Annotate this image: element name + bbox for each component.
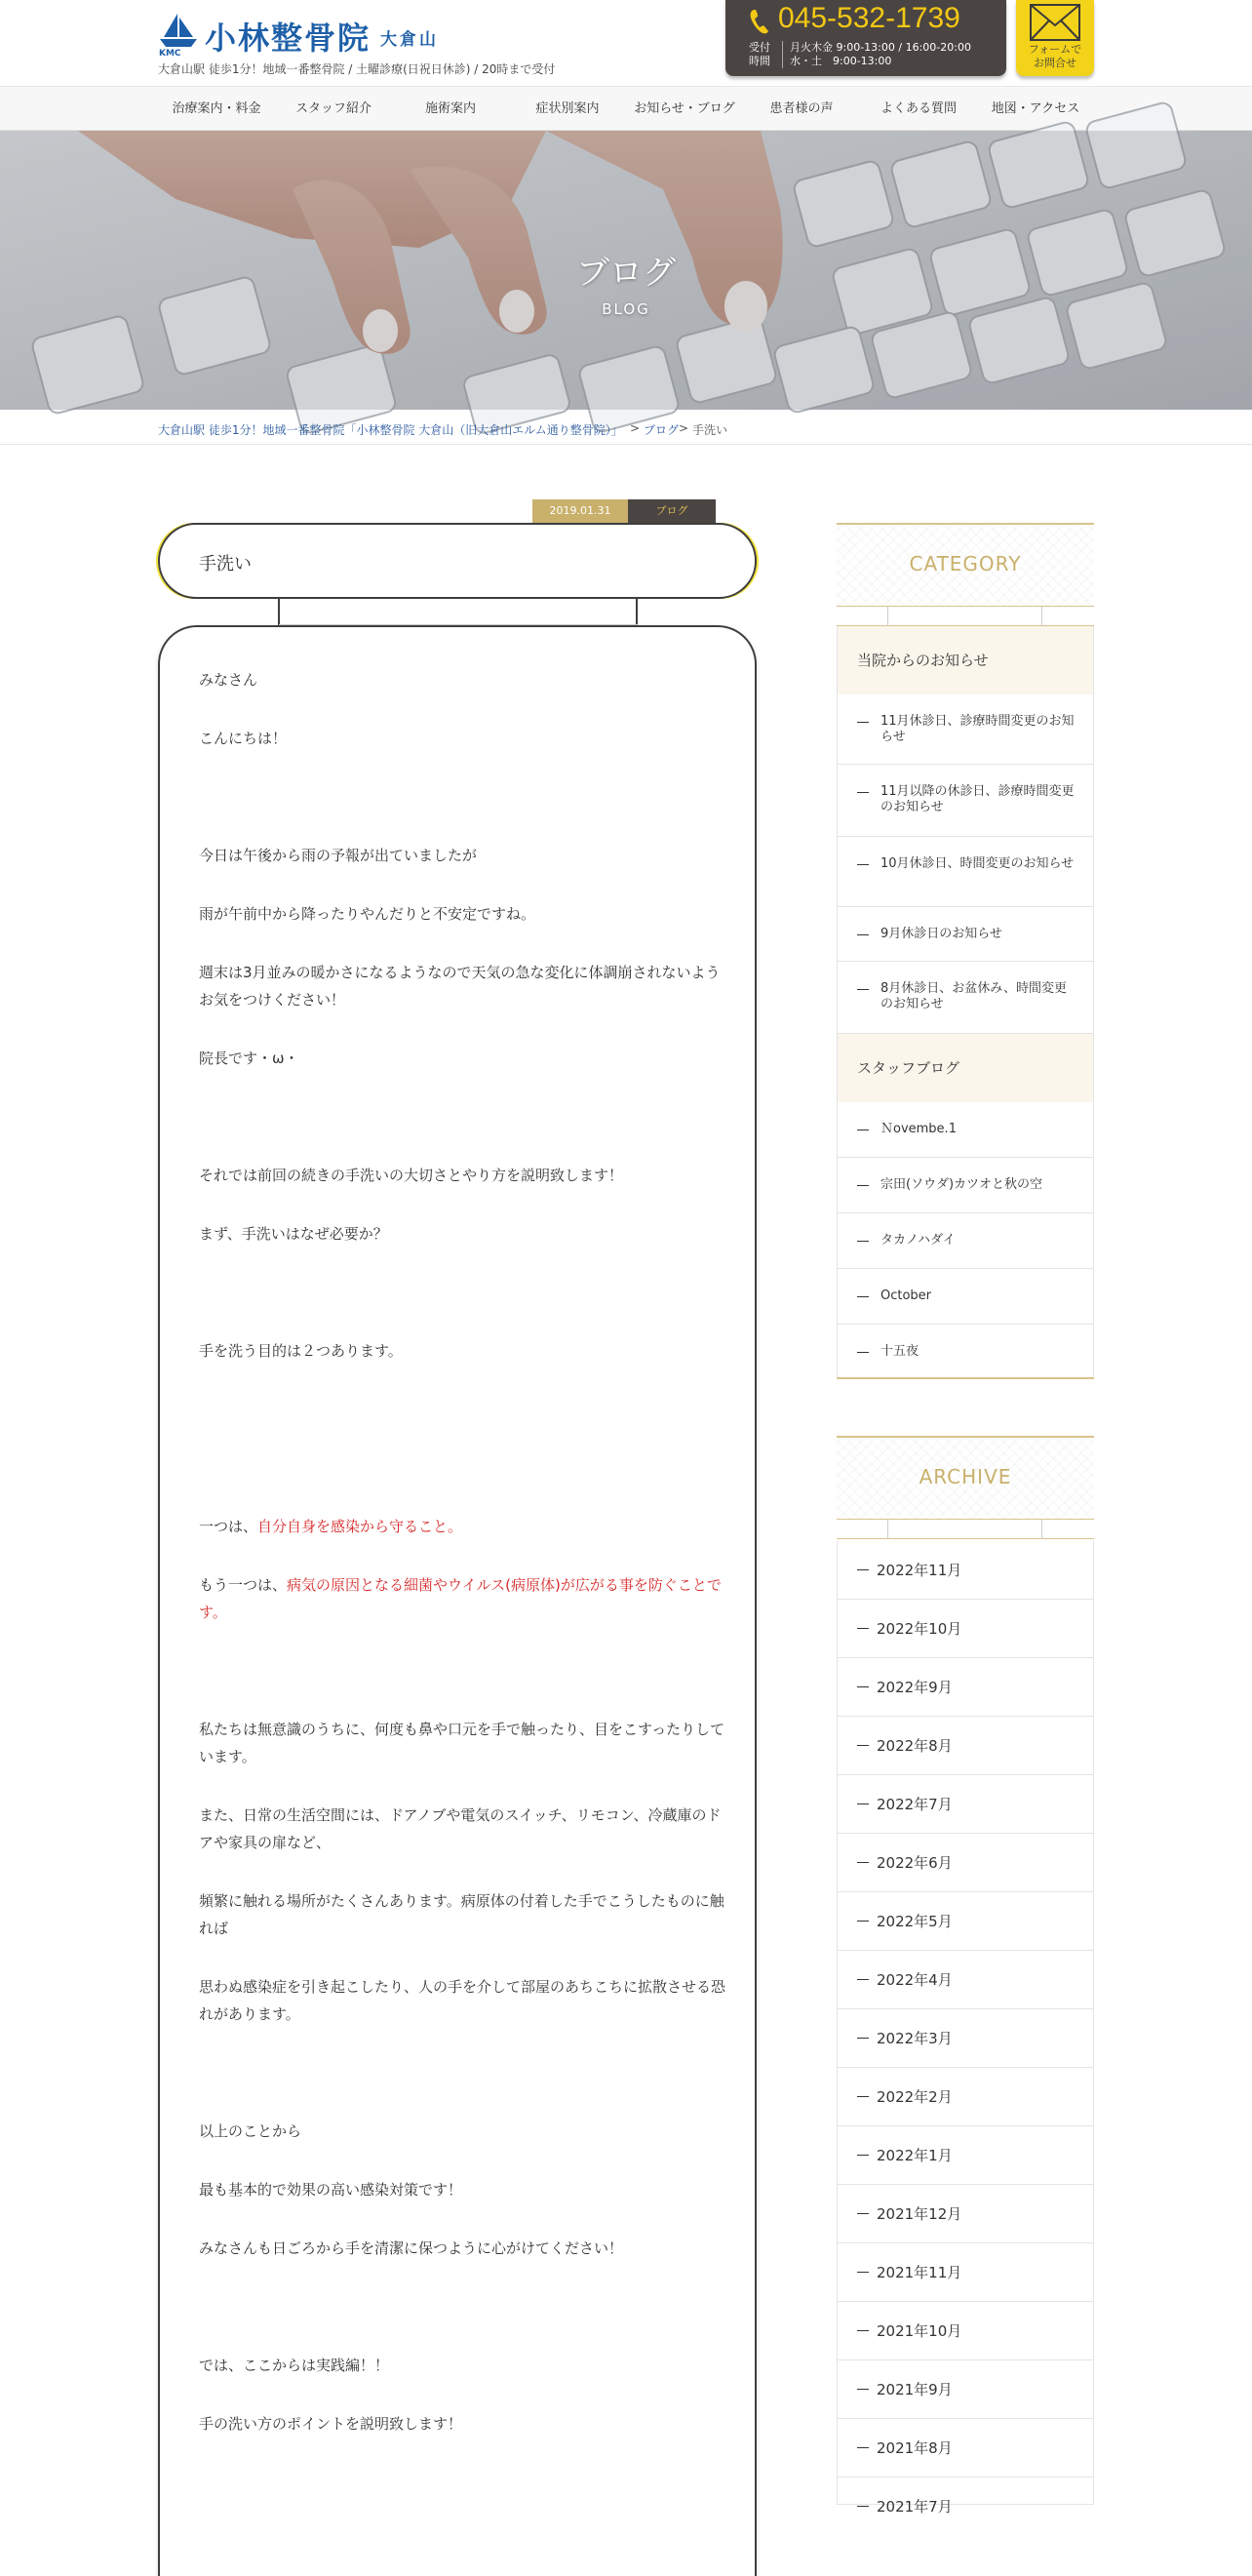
tick-mark bbox=[1041, 607, 1042, 626]
form-label-line-1: フォームで bbox=[1028, 43, 1082, 56]
dash-icon bbox=[857, 1129, 869, 1130]
breadcrumb-current: 手洗い bbox=[692, 423, 728, 437]
business-hours bbox=[790, 41, 971, 68]
post-paragraph: 以上のことから bbox=[199, 2122, 302, 2140]
post-paragraph: 雨が午前中から降ったりやんだりと不安定ですね。 bbox=[199, 905, 536, 923]
header-tagline: 大倉山駅 徒歩1分！地域一番整骨院 / 土曜診療(日祝日休診) / 20時まで受付 bbox=[158, 62, 556, 76]
category-post-link[interactable] bbox=[838, 907, 1093, 962]
category-post-link[interactable] bbox=[838, 765, 1093, 837]
post-title: 手洗い bbox=[199, 554, 252, 575]
archive-label: 2022年4月 bbox=[877, 1971, 953, 1989]
archive-label: 2022年1月 bbox=[877, 2147, 953, 2164]
dash-icon bbox=[857, 1921, 869, 1922]
category-post-link[interactable] bbox=[838, 694, 1093, 765]
category-post-label: 11月休診日、診療時間変更のお知らせ bbox=[880, 714, 1075, 744]
archive-label: 2022年2月 bbox=[877, 2088, 953, 2106]
category-post-link[interactable] bbox=[838, 1269, 1093, 1325]
purpose-one-highlight: 自分自身を感染から守ること。 bbox=[257, 1518, 463, 1535]
post-category-badge[interactable]: ブログ bbox=[628, 499, 716, 523]
archive-link[interactable] bbox=[837, 1541, 1094, 1600]
dash-icon bbox=[857, 1569, 869, 1570]
contact-form-button[interactable] bbox=[1016, 0, 1094, 76]
mail-icon bbox=[1030, 4, 1080, 41]
nav-item-services[interactable]: 施術案内 bbox=[424, 101, 476, 116]
category-heading-box bbox=[837, 523, 1094, 607]
dash-icon bbox=[857, 1803, 869, 1804]
archive-link[interactable] bbox=[837, 1951, 1094, 2009]
dash-icon bbox=[857, 2096, 869, 2097]
archive-link[interactable] bbox=[837, 1834, 1094, 1892]
dash-icon bbox=[857, 1686, 869, 1687]
archive-label: 2022年11月 bbox=[877, 1562, 962, 1579]
archive-label: 2021年12月 bbox=[877, 2205, 962, 2223]
archive-heading: ARCHIVE bbox=[919, 1465, 1012, 1488]
archive-link[interactable] bbox=[837, 2360, 1094, 2419]
logo-branch: 大倉山 bbox=[380, 30, 439, 50]
post-paragraph: それでは前回の続きの手洗いの大切さとやり方を説明致します！ bbox=[199, 1167, 624, 1184]
post-paragraph: では、ここからは実践編！！ bbox=[199, 2357, 390, 2374]
hero-banner bbox=[0, 131, 1252, 410]
purpose-two-highlight: 病気の原因となる細菌やウイルス(病原体)が広がる事を防ぐことです。 bbox=[199, 1576, 722, 1621]
dash-icon bbox=[857, 1745, 869, 1746]
category-post-link[interactable] bbox=[838, 962, 1093, 1034]
category-post-link[interactable] bbox=[838, 1325, 1093, 1379]
phone-contact-box[interactable] bbox=[725, 0, 1006, 76]
archive-label: 2021年10月 bbox=[877, 2322, 962, 2340]
breadcrumb-blog-link[interactable]: ブログ bbox=[644, 423, 680, 437]
page-subtitle: BLOG bbox=[602, 300, 650, 318]
nav-item-voices[interactable]: 患者様の声 bbox=[769, 101, 834, 116]
post-paragraph: また、日常の生活空間には、ドアノブや電気のスイッチ、リモコン、冷蔵庫のドアや家具の扉など、 bbox=[199, 1806, 722, 1851]
archive-link[interactable] bbox=[837, 2419, 1094, 2477]
dash-icon bbox=[857, 792, 869, 793]
category-list bbox=[837, 626, 1094, 1379]
post-paragraph: こんにちは！ bbox=[199, 730, 288, 747]
connector-line bbox=[636, 599, 638, 626]
dash-icon bbox=[857, 2272, 869, 2273]
post-paragraph: まず、手洗いはなぜ必要か？ bbox=[199, 1225, 388, 1243]
dash-icon bbox=[857, 1628, 869, 1629]
breadcrumb bbox=[0, 410, 1252, 445]
nav-item-symptoms[interactable]: 症状別案内 bbox=[535, 101, 600, 116]
category-post-link[interactable] bbox=[838, 837, 1093, 907]
category-post-label: 8月休診日、お盆休み、時間変更のお知らせ bbox=[880, 981, 1068, 1011]
archive-label: 2022年6月 bbox=[877, 1854, 953, 1872]
dash-icon bbox=[857, 864, 869, 865]
form-label-line-2: お問合せ bbox=[1034, 57, 1076, 69]
category-group-staff-blog[interactable]: スタッフブログ bbox=[838, 1034, 1093, 1102]
post-paragraph: みなさん bbox=[199, 671, 258, 689]
tick-mark bbox=[887, 607, 888, 626]
archive-label: 2021年9月 bbox=[877, 2381, 953, 2398]
svg-text:KMC: KMC bbox=[159, 49, 181, 59]
nav-item-access[interactable]: 地図・アクセス bbox=[991, 101, 1080, 116]
archive-link[interactable] bbox=[837, 2009, 1094, 2068]
post-paragraph: 最も基本的で効果の高い感染対策です！ bbox=[199, 2181, 463, 2199]
category-heading: CATEGORY bbox=[909, 552, 1022, 575]
archive-label: 2022年9月 bbox=[877, 1679, 953, 1696]
dash-icon bbox=[857, 1296, 869, 1297]
category-post-label: 宗田(ソウダ)カツオと秋の空 bbox=[880, 1177, 1043, 1192]
purpose-two-paragraph bbox=[199, 1571, 725, 1626]
category-post-label: Ｎovembe.1 bbox=[880, 1122, 957, 1136]
nav-item-faq[interactable]: よくある質問 bbox=[880, 101, 957, 116]
breadcrumb-separator: > bbox=[630, 421, 641, 435]
archive-heading-ticks bbox=[837, 1520, 1094, 1539]
dash-icon bbox=[857, 722, 869, 723]
archive-link[interactable] bbox=[837, 1717, 1094, 1775]
post-title-box bbox=[158, 523, 757, 599]
post-paragraph: 手を洗う目的は２つあります。 bbox=[199, 1342, 403, 1360]
ship-logo-icon bbox=[158, 12, 199, 57]
hours-line-1: 月火木金 9:00-13:00 / 16:00-20:00 bbox=[790, 41, 971, 54]
category-post-link[interactable] bbox=[838, 1158, 1093, 1213]
post-paragraph: 手の洗い方のポイントを説明致します！ bbox=[199, 2415, 463, 2433]
category-post-label: 十五夜 bbox=[880, 1344, 919, 1359]
archive-link[interactable] bbox=[837, 2477, 1094, 2516]
nav-item-staff[interactable]: スタッフ紹介 bbox=[294, 101, 372, 116]
category-group-news[interactable]: 当院からのお知らせ bbox=[838, 626, 1093, 694]
phone-icon bbox=[749, 8, 770, 35]
archive-label: 2022年7月 bbox=[877, 1796, 953, 1813]
breadcrumb-separator: > bbox=[679, 421, 689, 435]
dash-icon bbox=[857, 2330, 869, 2331]
post-paragraph: 頻繁に触れる場所がたくさんあります。病原体の付着した手でこうしたものに触れば bbox=[199, 1892, 724, 1937]
purpose-one-paragraph bbox=[199, 1513, 725, 1540]
form-button-label bbox=[1016, 43, 1094, 70]
archive-heading-box bbox=[837, 1436, 1094, 1520]
dash-icon bbox=[857, 934, 869, 935]
archive-label: 2022年8月 bbox=[877, 1737, 953, 1755]
purpose-two-prefix: もう一つは、 bbox=[199, 1576, 288, 1594]
nav-item-treatment[interactable]: 治療案内・料金 bbox=[172, 101, 261, 116]
site-header bbox=[0, 0, 1252, 86]
archive-link[interactable] bbox=[837, 1658, 1094, 1717]
dash-icon bbox=[857, 2038, 869, 2039]
dash-icon bbox=[857, 2506, 869, 2507]
tick-mark bbox=[1041, 1520, 1042, 1539]
archive-label: 2021年7月 bbox=[877, 2498, 953, 2516]
page-title: ブログ bbox=[576, 254, 676, 293]
category-post-label: 11月以降の休診日、診療時間変更のお知らせ bbox=[880, 784, 1075, 814]
post-paragraph: みなさんも日ごろから手を清潔に保つように心がけてください！ bbox=[199, 2239, 624, 2257]
archive-label: 2022年3月 bbox=[877, 2030, 953, 2047]
archive-link[interactable] bbox=[837, 2126, 1094, 2185]
archive-label: 2021年8月 bbox=[877, 2439, 953, 2457]
post-paragraph: 思わぬ感染症を引き起こしたり、人の手を介して部屋のあちこちに拡散させる恐れがあります。 bbox=[199, 1978, 726, 2023]
hours-divider bbox=[782, 41, 783, 68]
breadcrumb-home-link[interactable]: 大倉山駅 徒歩1分！地域一番整骨院「小林整骨院 大倉山（旧大倉山エルム通り整骨院）」 bbox=[158, 423, 623, 437]
dash-icon bbox=[857, 1241, 869, 1242]
connector-line bbox=[278, 599, 280, 626]
category-post-label: 10月休診日、時間変更のお知らせ bbox=[880, 856, 1075, 871]
category-post-link[interactable] bbox=[838, 1213, 1093, 1269]
hours-line-2: 水・土 9:00-13:00 bbox=[790, 55, 892, 67]
archive-label: 2021年11月 bbox=[877, 2264, 962, 2281]
dash-icon bbox=[857, 1185, 869, 1186]
dash-icon bbox=[857, 1979, 869, 1980]
dash-icon bbox=[857, 2447, 869, 2448]
category-post-label: 9月休診日のお知らせ bbox=[880, 927, 1002, 941]
archive-link[interactable] bbox=[837, 1775, 1094, 1834]
archive-link[interactable] bbox=[837, 2302, 1094, 2360]
archive-link[interactable] bbox=[837, 1600, 1094, 1658]
archive-link[interactable] bbox=[837, 1892, 1094, 1951]
hours-label: 受付時間 bbox=[749, 41, 770, 67]
dash-icon bbox=[857, 2389, 869, 2390]
archive-label: 2022年5月 bbox=[877, 1913, 953, 1930]
site-logo[interactable] bbox=[158, 12, 470, 59]
archive-link[interactable] bbox=[837, 2185, 1094, 2243]
dash-icon bbox=[857, 1862, 869, 1863]
phone-number[interactable]: 045-532-1739 bbox=[778, 2, 960, 34]
archive-link[interactable] bbox=[837, 2243, 1094, 2302]
nav-item-news-blog[interactable]: お知らせ・ブログ bbox=[634, 101, 735, 116]
purpose-one-prefix: 一つは、 bbox=[199, 1518, 258, 1535]
category-post-link[interactable] bbox=[838, 1102, 1093, 1158]
dash-icon bbox=[857, 989, 869, 990]
post-paragraph: 今日は午後から雨の予報が出ていましたが bbox=[199, 847, 478, 864]
archive-link[interactable] bbox=[837, 2068, 1094, 2126]
category-post-label: October bbox=[880, 1288, 932, 1303]
dash-icon bbox=[857, 2213, 869, 2214]
category-heading-ticks bbox=[837, 607, 1094, 626]
tick-mark bbox=[887, 1520, 888, 1539]
dash-icon bbox=[857, 2155, 869, 2156]
archive-label: 2022年10月 bbox=[877, 1620, 962, 1638]
category-post-label: タカノハダイ bbox=[880, 1233, 956, 1248]
post-date: 2019.01.31 bbox=[532, 499, 628, 523]
category-list-bottom-rule bbox=[837, 1377, 1094, 1379]
logo-title: 小林整骨院 bbox=[205, 20, 372, 57]
post-paragraph: 院長です・ω・ bbox=[199, 1050, 299, 1067]
post-paragraph: 私たちは無意識のうちに、何度も鼻や口元を手で触ったり、目をこすったりしています。 bbox=[199, 1721, 725, 1765]
dash-icon bbox=[857, 1352, 869, 1353]
post-paragraph: 週末は3月並みの暖かさになるようなので天気の急な変化に体調崩されないようお気をつけください！ bbox=[199, 964, 721, 1009]
post-body bbox=[158, 625, 757, 2576]
